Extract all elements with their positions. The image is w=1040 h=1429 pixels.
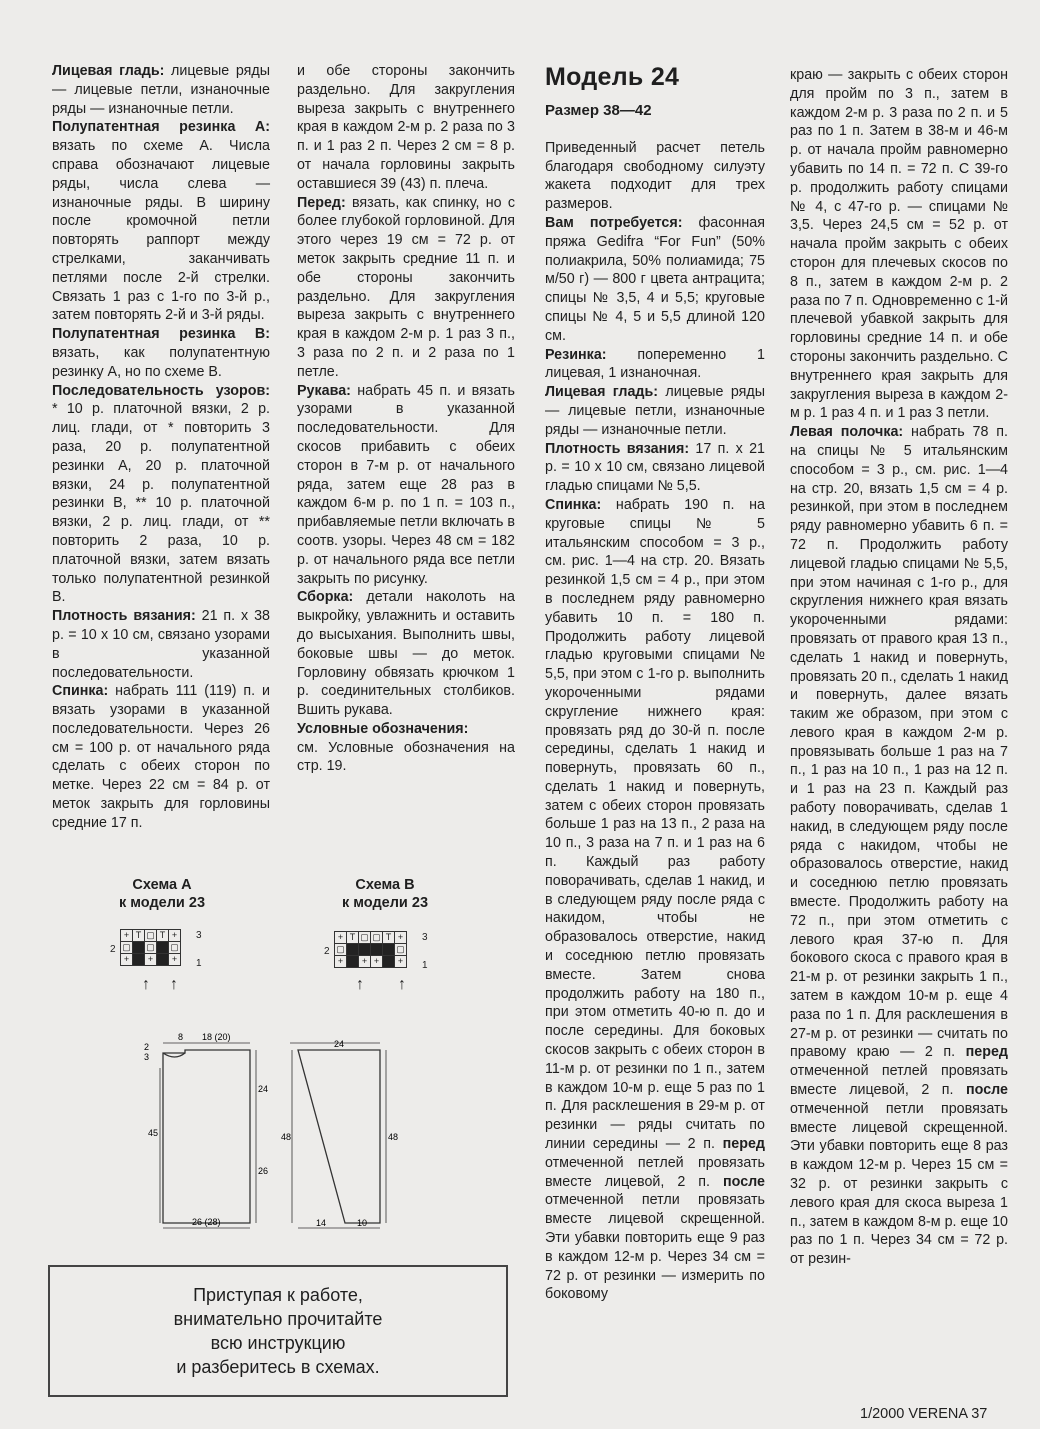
sleeve-bottom-label-2: 10: [357, 1218, 368, 1228]
page-footer: 1/2000 VERENA 37: [860, 1406, 988, 1422]
back-left-label: 45: [148, 1128, 159, 1138]
legend-heading: Условные обозначения:: [297, 720, 469, 737]
paragraph: Сборка: детали наколоть на выкройку, увлажнить и оставить до высыхания. Выполнить швы, боковые швы — до меток. Горловину обвязать крючком 1 р. соединительных столбиков. Вшить рукава.: [297, 589, 515, 719]
row-label: 3: [422, 932, 428, 943]
paragraph: Лицевая гладь: лицевые ряды — лицевые петли, изнаночные ряды — изнаночные петли.: [52, 63, 271, 117]
paragraph: Последовательность узоров: * 10 р. платочной вязки, 2 р. лиц. глади, от * повторить 3 раза, 20 р. полупатентной резинки А, 20 р. платочной вязки, 24 р. полупатентной резинки В, ** 10 р. платочной вязки, 2 р. лиц. глади, от ** повторить 2 раза, 10 р. платочной вязки, затем вязать только полупатентной резинкой В.: [52, 382, 270, 606]
back-top-label-1: 8: [178, 1032, 184, 1042]
back-bottom-label: 26 (28): [192, 1217, 221, 1227]
sleeve-bottom-label-1: 14: [316, 1218, 327, 1228]
pattern-diagrams: [130, 1028, 430, 1238]
paragraph: Вам потребуется: фасонная пряжа Gedifra “For Fun” (50% полиакрила, 50% полиамида; 75 м/50 г) — 800 г цвета антрацита; спицы № 3,5, 4 и 5,5; круговые спицы № 4, 5 и 5,5 длиной 120 см.: [545, 214, 765, 344]
paragraph: Полупатентная резинка А: вязать по схеме А. Числа справа обозначают лицевые ряды, числа слева — изнаночные ряды. В ширину после кромочной петли повторять раппорт между стрелками, заканчивать петлями после 2-й стрелки. Связать 1 раз с 1-го по 3-й р., затем повторять 2-й и 3-й ряды.: [52, 119, 270, 324]
row-label: 1: [422, 960, 428, 971]
sleeve-pattern: [290, 1043, 386, 1228]
paragraph: и обе стороны закончить раздельно. Для закругления выреза закрыть с внутреннего края в каждом 2-м р. 2 раза по 3 п. и 1 раз 2 п. Через 2 см = 8 р. от начала горловины закрыть оставшиеся 39 (43) п. плеча.: [297, 63, 515, 192]
back-pattern: [160, 1043, 256, 1228]
size-heading: Размер 38—42: [545, 102, 652, 119]
paragraph: Спинка: набрать 190 п. на круговые спицы № 5 итальянским способом = 3 р., см. рис. 1—4 на стр. 20. Вязать резинкой 1,5 см = 4 р., при этом в последнем ряду равномерно убавить 10 п. = 180 п. Продолжить работу лицевой гладью круговыми спицами № 5,5, при этом с 1-го р. выполнить укороченными рядами скругление нижнего края: провязать ряд до 30-й п. после середины, сделать 1 накид и повернуть, провязать 60 п., сделать 1 накид и повернуть, затем с обеих сторон провязать больше 1 раз на 13 п., 2 раза на 10 п., 3 раза на 7 п. и 1 раз на 6 п. Каждый раз работу поворачивать, сделав 1 накид, и в следующем ряду после ряда с накидом, чтобы не образовалось отверстие, накид и соседнюю петлю провязать вместе. Затем снова продолжить работу на 180 п., при этом отметить 40-ю п. до и после середины. Для боковых скосов закрыть с обеих сторон в 11-м р. от резинки по 1 п., затем в каждом 10-м р. еще 5 раз по 1 п. Для расклешения в 29-м р. от резинки — ряды считать по линии середины — 2 п. перед отмеченной петлей провязать вместе лицевой, 2 п. после отмеченной петли провязать вместе лицевой скрещенной. Эти убавки повторить еще 9 раз в каждом 12-м р. Через 34 см = 72 р. от резинки — измерить по боковому: [545, 496, 765, 1303]
text-column-3: [545, 62, 765, 1304]
back-left-small-label-1: 2: [144, 1042, 150, 1052]
sleeve-top-label: 24: [334, 1039, 345, 1049]
paragraph: Рукава: набрать 45 п. и вязать узорами в указанной последовательности. Для скосов прибавить с обеих сторон в 7-м р. от начального ряда, затем еще 28 раз в каждом 6-м р. по 1 п. = 103 п., прибавляемые петли включать в соотв. узоры. Через 48 см = 182 р. от начального ряда все петли закрыть по рисунку.: [297, 382, 515, 587]
back-right-label-1: 24: [258, 1084, 269, 1094]
row-label: 3: [196, 930, 202, 941]
model-title: Модель 24: [545, 63, 680, 91]
paragraph: Спинка: набрать 111 (119) п. и вязать узорами в указанной последовательности. Через 26 см = 100 р. от начального ряда сделать с обеих сторон по метке. Через 22 см = 84 р. от меток закрыть для горловины средние 17 п.: [52, 683, 270, 831]
paragraph: краю — закрыть с обеих сторон для пройм по 3 п., затем в каждом 2-м р. 3 раза по 2 п. и 5 раз по 1 п. Затем в 38-м и 46-м р. от начала пройм равномерно убавить по 14 п. = 72 п. С 39-го р. продолжить работу спицами № 4, с 47-го р. — спицами № 3,5. Через 24,5 см = 52 р. от начала пройм закрыть с обеих сторон для плечевых скосов по 8 п., затем в каждом 2-м р. 2 раза по 7 п. Одновременно с 1-й плечевой убавкой закрыть для горловины средние 14 п. и обе стороны закончить раздельно. С внутреннего края закрыть для закругления выреза в каждом 2-м р. 1 раз 4 п. и 1 раз 3 петли.: [790, 67, 1008, 422]
sleeve-left-label: 48: [281, 1132, 292, 1142]
up-arrow-icon: ↑: [356, 976, 364, 993]
note-box: Приступая к работе, внимательно прочитайте всю инструкцию и разберитесь в схемах.: [48, 1265, 508, 1397]
back-right-label-2: 26: [258, 1166, 269, 1176]
up-arrow-icon: ↑: [170, 976, 178, 993]
paragraph: Лицевая гладь: лицевые ряды — лицевые петли, изнаночные ряды — изнаночные петли.: [545, 384, 765, 438]
paragraph: Полупатентная резинка В: вязать, как полупатентную резинку А, но по схеме В.: [52, 326, 270, 380]
paragraph: Приведенный расчет петель благодаря свободному силуэту жакета подходит для трех размеров.: [545, 139, 765, 213]
scheme-a-title: Схема А к модели 23: [118, 877, 206, 911]
up-arrow-icon: ↑: [398, 976, 406, 993]
text-column-2: [297, 62, 515, 776]
sleeve-right-label: 48: [388, 1132, 399, 1142]
scheme-b-grid: + T ▢ ▢ T + ▢ ▢ + + + +: [336, 932, 405, 966]
paragraph: Левая полочка: набрать 78 п. на спицы № 5 итальянским способом = 3 р., см. рис. 1—4 на стр. 20, вязать 1,5 см = 4 р. резинкой, при этом в последнем ряду равномерно убавить 6 п. = 72 п. Продолжить работу лицевой гладью спицами № 5,5, при этом начиная с 1-го р., для скругления нижнего края вязать укороченными рядами: провязать от правого края 13 п., сделать 1 накид и повернуть, провязать 20 п., сделать 1 накид и повернуть, далее вязать таким же образом, при этом с левого края в каждом 2-м р. провязывать больше 1 раз на 7 п., 1 раз на 10 п., 1 раз на 12 п. и 1 раз на 23 п. Каждый раз работу поворачивать, сделав 1 накид, в следующем ряду после ряда с накидом, чтобы не образовалось отверстие, накид и соседнюю петлю провязать вместе. Продолжить работу на 72 п., при этом отметить с левого края 37-ю п. Для бокового скоса с правого края в 21-м р. от резинки закрыть 1 п., затем в каждом 10-м р. еще 4 раза по 1 п. Для расклешения в 27-м р. от резинки — считать по правому краю — 2 п. перед отмеченной петлей провязать вместе лицевой, 2 п. после отмеченной петли провязать вместе лицевой скрещенной. Эти убавки повторить еще 8 раз в каждом 12-м р. Через 15 см = 32 р. от резинки закрыть с левого края для скоса выреза 1 п., затем в каждом 8-м р. еще 10 раз по 1 п. Через 34 см = 72 р. от резин-: [790, 424, 1008, 1268]
row-label: 1: [196, 958, 202, 969]
back-left-small-label-2: 3: [144, 1052, 150, 1062]
paragraph: Плотность вязания: 21 п. х 38 р. = 10 х 10 см, связано узорами в указанной последовательности.: [52, 608, 270, 681]
text-column-4: [790, 66, 1008, 1269]
legend-text: см. Условные обозначения на стр. 19.: [297, 739, 515, 775]
paragraph: Резинка: попеременно 1 лицевая, 1 изнаночная.: [545, 346, 765, 382]
paragraph: Плотность вязания: 17 п. х 21 р. = 10 х 10 см, связано лицевой гладью спицами № 5,5.: [545, 440, 765, 495]
text-column-1: [52, 62, 270, 833]
row-label: 2: [324, 946, 330, 957]
row-label: 2: [110, 944, 116, 955]
scheme-b-title: Схема В к модели 23: [341, 877, 429, 911]
back-top-label-2: 18 (20): [202, 1032, 231, 1042]
scheme-a-grid: + T ▢ T + ▢ ▢ ▢ + + +: [122, 930, 179, 964]
up-arrow-icon: ↑: [142, 976, 150, 993]
paragraph: Перед: вязать, как спинку, но с более глубокой горловиной. Для этого через 19 см = 72 р. от меток закрыть средние 11 п. и обе стороны закончить раздельно. Для закругления выреза закрыть с внутреннего края в каждом 2-м р. 1 раз 3 п., 3 раза по 2 п. и 2 раза по 1 петле.: [297, 194, 515, 380]
